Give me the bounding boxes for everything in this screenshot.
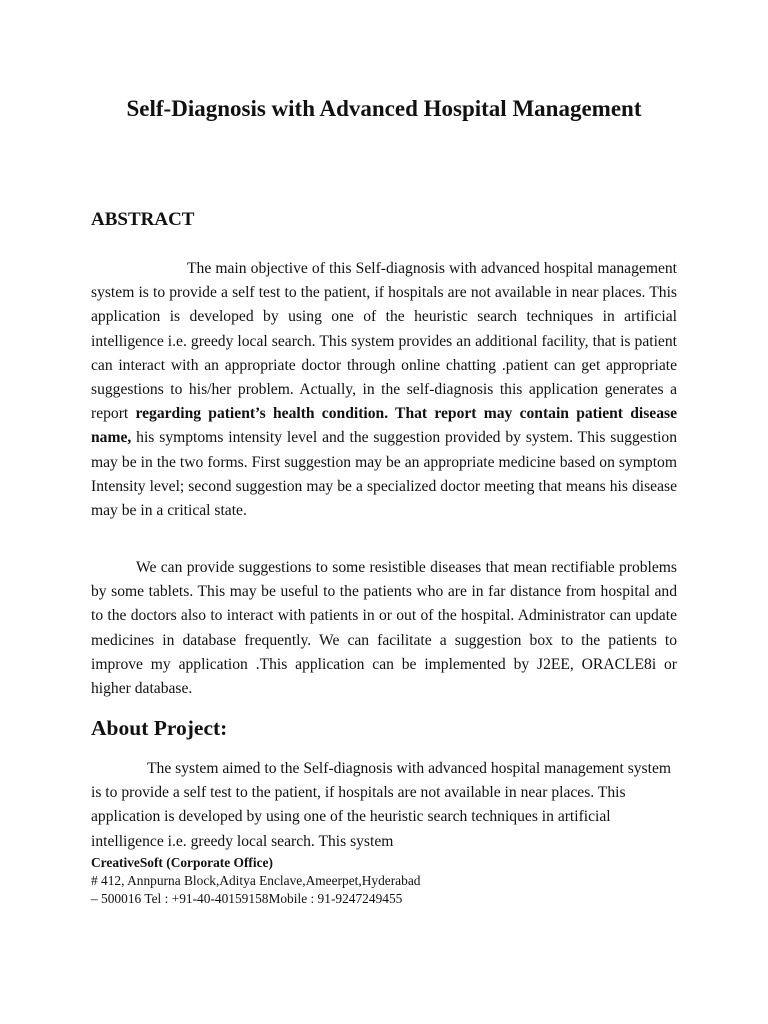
abstract-heading: ABSTRACT (91, 209, 195, 230)
document-title: Self-Diagnosis with Advanced Hospital Management (126, 96, 642, 121)
footer-address-line-2: – 500016 Tel : +91-40-40159158Mobile : 91-9247249455 (91, 891, 403, 906)
about-project-heading: About Project: (91, 716, 228, 740)
abstract-paragraph-2: We can provide suggestions to some resistible diseases that mean rectifiable problems by some tablets. This may be useful to the patients who are in far distance from hospital and to the doctors also to interact with patients in or out of the hospital. Administrator can update medicines in database frequently. We can facilitate a suggestion box to the patients to improve my application .This application can be implemented by J2EE, ORACLE8i or higher database. (91, 559, 677, 698)
abstract-paragraph-1-part2: his symptoms intensity level and the suggestion provided by system. This suggestion may be in the two forms. First suggestion may be an appropriate medicine based on symptom Intensity level; second suggestion may be a specialized doctor meeting that means his disease may be in a critical state. (91, 429, 677, 520)
abstract-paragraph-1-bold: regarding patient’s health condition. That report may contain patient disease name, (91, 405, 677, 447)
abstract-paragraph-1 (91, 257, 677, 523)
footer-address-line-1: # 412, Annpurna Block,Aditya Enclave,Ameerpet,Hyderabad (91, 873, 421, 888)
footer (91, 854, 420, 908)
abstract-paragraph-1-part1: The main objective of this Self-diagnosis with advanced hospital management system is to provide a self test to the patient, if hospitals are not available in near places. This application is developed by using one of the heuristic search techniques in artificial intelligence i.e. greedy local search. This system provides an additional facility, that is patient can interact with an appropriate doctor through online chatting .patient can get appropriate suggestions to his/her problem. Actually, in the self-diagnosis this application generates a report (91, 260, 677, 423)
footer-company: CreativeSoft (Corporate Office) (91, 855, 273, 870)
about-project-paragraph: The system aimed to the Self-diagnosis with advanced hospital management system is to provide a self test to the patient, if hospitals are not available in near places. This application is developed by using one of the heuristic search techniques in artificial intelligence i.e. greedy local search. This system (91, 760, 672, 850)
